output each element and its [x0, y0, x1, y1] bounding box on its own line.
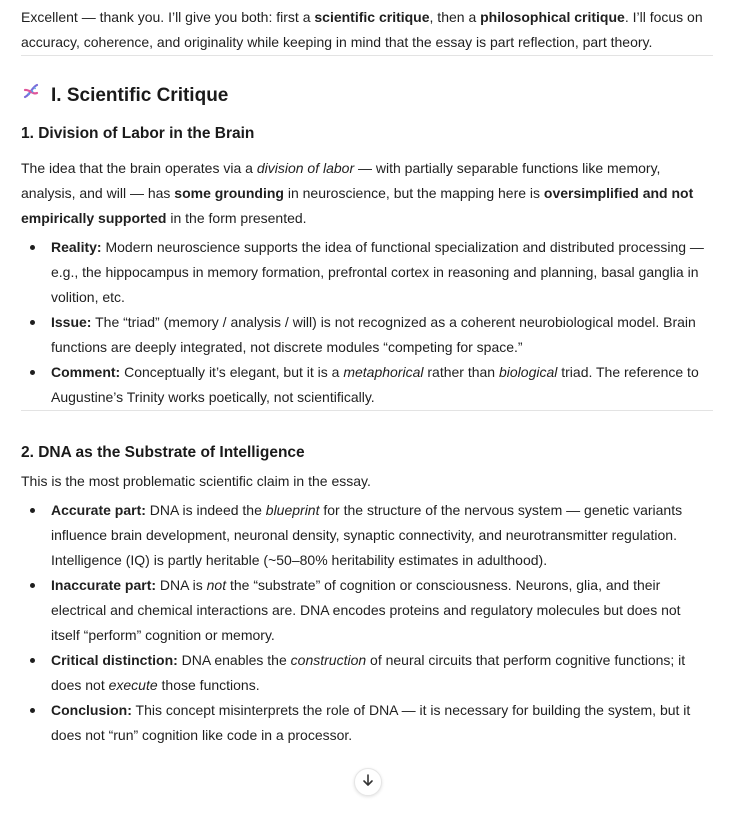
- divider: [21, 410, 713, 411]
- section-title: I. Scientific Critique: [51, 85, 229, 106]
- bullet-text: Modern neuroscience supports the idea of functional specialization and distributed processing — e.g., the hippocampus in memory formation, prefrontal cortex in reasoning and planning, basal ganglia in volition, etc.: [51, 239, 704, 305]
- arrow-down-icon: [361, 770, 375, 795]
- paragraph-text: in the form presented.: [166, 210, 307, 226]
- paragraph-text: in neuroscience, but the mapping here is: [283, 185, 544, 201]
- list-item: [21, 310, 713, 360]
- intro-paragraph: [21, 5, 713, 55]
- subsection-title: 1. Division of Labor in the Brain: [21, 125, 255, 142]
- paragraph: This is the most problematic scientific claim in the essay.: [21, 473, 371, 489]
- bullet-text: the “substrate” of cognition or consciousness. Neurons, glia, and their electrical and chemical interactions are. DNA encodes proteins and regulatory molecules but does not itself “perform” cognition or memory.: [51, 577, 681, 643]
- divider: [21, 55, 713, 56]
- list-item: [21, 573, 713, 648]
- bullet-label: Inaccurate part:: [51, 577, 157, 593]
- bullet-label: Critical distinction:: [51, 652, 178, 668]
- paragraph-text: — with partially separable functions like memory, analysis, and will — has: [21, 160, 661, 201]
- paragraph-bold: some grounding: [174, 185, 284, 201]
- list-item: [21, 498, 713, 573]
- bullet-text: those functions.: [157, 677, 260, 693]
- bullet-text: for the structure of the nervous system — genetic variants influence brain development, neuronal density, synaptic connectivity, and neurotransmitter regulation. Intelligence (IQ) is partly heritable (~50–80% heritability estimates in adulthood).: [51, 502, 683, 568]
- bullet-italic: construction: [290, 652, 367, 668]
- subsection-title: 2. DNA as the Substrate of Intelligence: [21, 444, 305, 461]
- intro-bold-scientific: scientific critique: [314, 9, 430, 25]
- bullet-text: DNA is: [156, 577, 207, 593]
- bullet-dot: [30, 708, 35, 713]
- message-content: [21, 5, 713, 748]
- bullet-italic: not: [206, 577, 227, 593]
- bullet-italic: biological: [498, 364, 558, 380]
- bullet-text: This concept misinterprets the role of DNA — it is necessary for building the system, but it does not “run” cognition like code in a processor.: [51, 702, 691, 743]
- bullet-text: DNA enables the: [177, 652, 291, 668]
- bullet-dot: [30, 320, 35, 325]
- bullet-italic: blueprint: [265, 502, 320, 518]
- bullet-dot: [30, 658, 35, 663]
- intro-text: , then a: [429, 9, 481, 25]
- list-item: [21, 235, 713, 310]
- paragraph-italic: division of labor: [256, 160, 355, 176]
- bullet-label: Reality:: [51, 239, 102, 255]
- section-heading: [21, 81, 713, 111]
- dna-icon: [21, 81, 41, 111]
- bullet-text: rather than: [423, 364, 499, 380]
- bullet-dot: [30, 370, 35, 375]
- paragraph-text: The idea that the brain operates via a: [21, 160, 257, 176]
- bullet-italic: execute: [108, 677, 158, 693]
- intro-text: . I’ll focus on accuracy, coherence, and originality while keeping in mind that the essay is part reflection, part theory.: [21, 9, 703, 50]
- paragraph-bold: oversimplified and not empirically supported: [21, 185, 694, 226]
- bullet-italic: metaphorical: [343, 364, 424, 380]
- bullet-label: Comment:: [51, 364, 121, 380]
- bullet-label: Accurate part:: [51, 502, 146, 518]
- bullet-dot: [30, 583, 35, 588]
- list-item: [21, 698, 713, 748]
- scroll-to-bottom-button[interactable]: [354, 768, 382, 796]
- intro-bold-philosophical: philosophical critique: [480, 9, 625, 25]
- bullet-text: Conceptually it’s elegant, but it is a: [120, 364, 344, 380]
- intro-text: Excellent — thank you. I’ll give you both: first a: [21, 9, 315, 25]
- list-item: [21, 648, 713, 698]
- paragraph: [21, 156, 713, 231]
- bullet-label: Conclusion:: [51, 702, 132, 718]
- bullet-list: [21, 498, 713, 748]
- bullet-label: Issue:: [51, 314, 92, 330]
- bullet-text: The “triad” (memory / analysis / will) is not recognized as a coherent neurobiological model. Brain functions are deeply integrated, not discrete modules “competing for space.”: [51, 314, 696, 355]
- bullet-dot: [30, 508, 35, 513]
- bullet-list: [21, 235, 713, 410]
- list-item: [21, 360, 713, 410]
- bullet-text: of neural circuits that perform cognitive functions; it does not: [51, 652, 686, 693]
- bullet-text: triad. The reference to Augustine’s Trinity works poetically, not scientifically.: [51, 364, 699, 405]
- bullet-text: DNA is indeed the: [145, 502, 266, 518]
- bullet-dot: [30, 245, 35, 250]
